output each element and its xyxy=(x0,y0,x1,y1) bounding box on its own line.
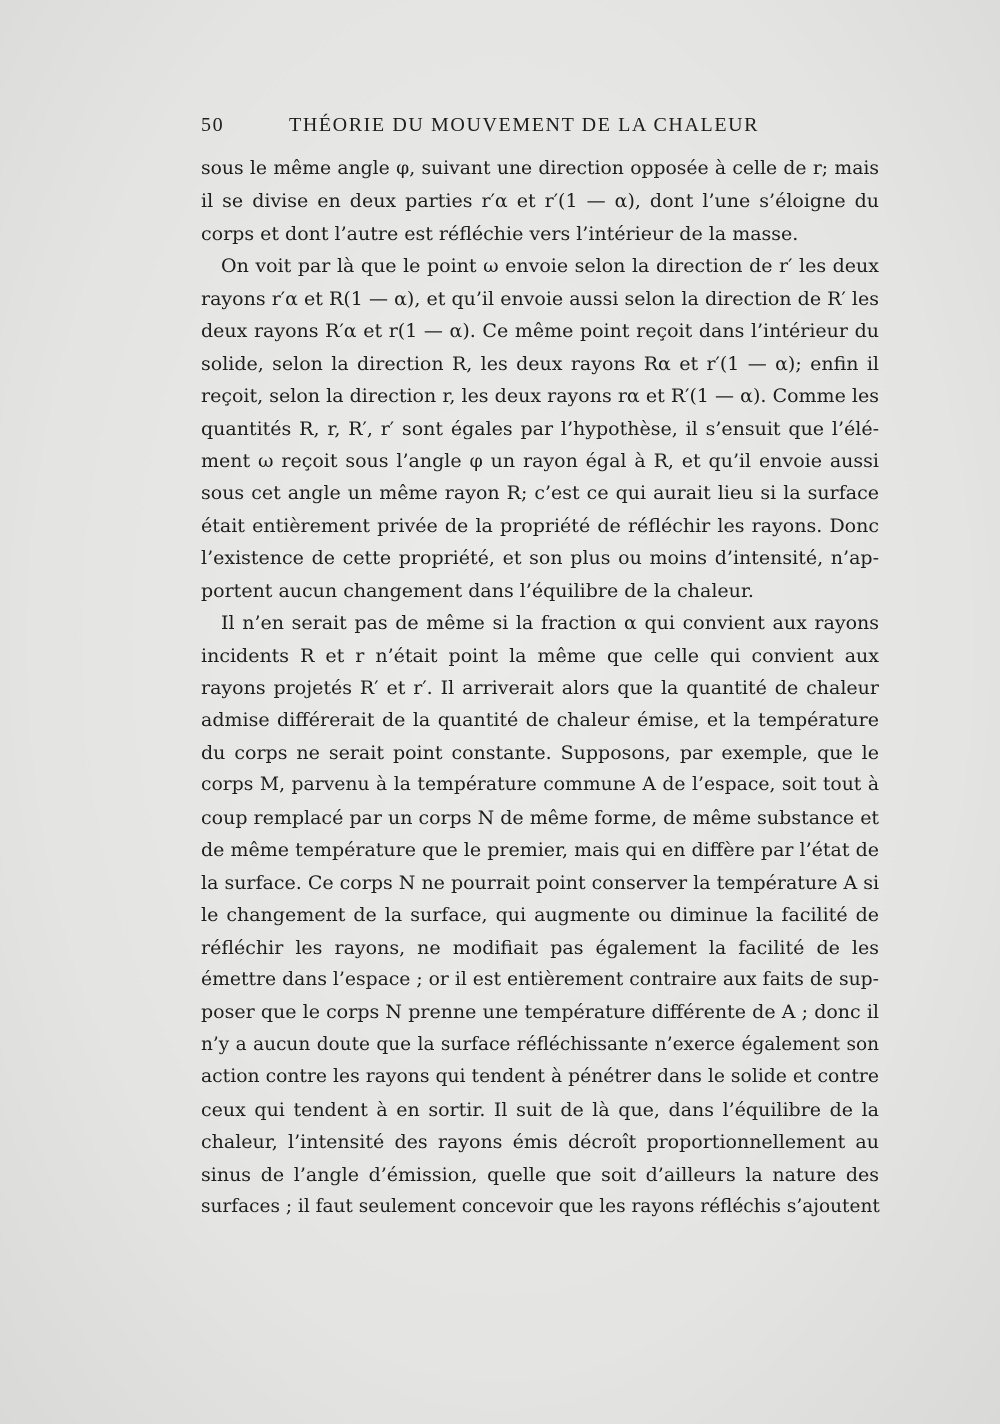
text-line: de même température que le premier, mais qui en diffère par l’état de xyxy=(201,839,879,862)
text-line: reçoit, selon la direction r, les deux rayons rα et R′(1 — α). Comme les xyxy=(201,385,879,408)
body-text xyxy=(201,153,879,1223)
text-line: solide, selon la direction R, les deux rayons Rα et r′(1 — α); enfin il xyxy=(201,352,879,375)
text-line: coup remplacé par un corps N de même forme, de même substance et xyxy=(201,806,880,829)
page-header xyxy=(201,114,879,144)
text-line: Il n’en serait pas de même si la fraction α qui convient aux rayons xyxy=(221,612,879,635)
text-line: poser que le corps N prenne une température différente de A ; donc il xyxy=(201,1001,879,1024)
text-line: On voit par là que le point ω envoie selon la direction de r′ les deux xyxy=(221,255,879,278)
paragraph-3 xyxy=(201,607,879,1223)
paragraph-2 xyxy=(201,250,879,607)
text-line: il se divise en deux parties r′α et r′(1 — α), dont l’une s’éloigne du xyxy=(201,190,879,213)
text-line: incidents R et r n’était point la même que celle qui convient aux xyxy=(201,644,879,667)
text-line: chaleur, l’intensité des rayons émis décroît proportionnellement au xyxy=(201,1131,879,1154)
text-line: du corps ne serait point constante. Supposons, par exemple, que le xyxy=(201,741,879,764)
text-line: rayons projetés R′ et r′. Il arriverait alors que la quantité de chaleur xyxy=(201,677,879,699)
text-line: portent aucun changement dans l’équilibre de la chaleur. xyxy=(201,579,754,602)
text-line: sous cet angle un même rayon R; c’est ce qui aurait lieu si la surface xyxy=(201,482,879,505)
text-line: n’y a aucun doute que la surface réfléchissante n’exerce également son xyxy=(201,1033,879,1055)
text-line: surfaces ; il faut seulement concevoir que les rayons réfléchis s’ajoutent xyxy=(201,1196,880,1217)
text-line: sinus de l’angle d’émission, quelle que soit d’ailleurs la nature des xyxy=(201,1163,879,1186)
text-line: corps M, parvenu à la température commune A de l’espace, soit tout à xyxy=(201,774,879,796)
text-line: corps et dont l’autre est réfléchie vers l’intérieur de la masse. xyxy=(201,222,799,245)
text-line: émettre dans l’espace ; or il est entièrement contraire aux faits de sup- xyxy=(201,968,879,990)
text-line: ment ω reçoit sous l’angle φ un rayon égal à R, et qu’il envoie aussi xyxy=(201,449,879,472)
page-number: 50 xyxy=(201,114,225,136)
text-line: le changement de la surface, qui augmente ou diminue la facilité de xyxy=(201,904,879,927)
text-line: quantités R, r, R′, r′ sont égales par l’hypothèse, il s’ensuit que l’élé- xyxy=(201,417,879,440)
text-line: action contre les rayons qui tendent à pénétrer dans le solide et contre xyxy=(201,1066,879,1088)
text-line: admise différerait de la quantité de chaleur émise, et la température xyxy=(201,709,879,732)
text-line: était entièrement privée de la propriété de réfléchir les rayons. Donc xyxy=(201,514,879,537)
text-line: l’existence de cette propriété, et son plus ou moins d’intensité, n’ap- xyxy=(201,547,879,570)
text-line: la surface. Ce corps N ne pourrait point conserver la température A si xyxy=(201,871,880,894)
text-line: ceux qui tendent à en sortir. Il suit de là que, dans l’équilibre de la xyxy=(201,1098,879,1121)
paragraph-1 xyxy=(201,153,879,250)
text-line: réfléchir les rayons, ne modifiait pas également la facilité de les xyxy=(201,936,879,959)
text-line: rayons r′α et R(1 — α), et qu’il envoie aussi selon la direction de R′ les xyxy=(201,287,879,310)
text-line: deux rayons R′α et r(1 — α). Ce même point reçoit dans l’intérieur du xyxy=(201,320,879,343)
text-line: sous le même angle φ, suivant une direction opposée à celle de r; mais xyxy=(201,158,879,179)
running-title: THÉORIE DU MOUVEMENT DE LA CHALEUR xyxy=(289,114,760,136)
